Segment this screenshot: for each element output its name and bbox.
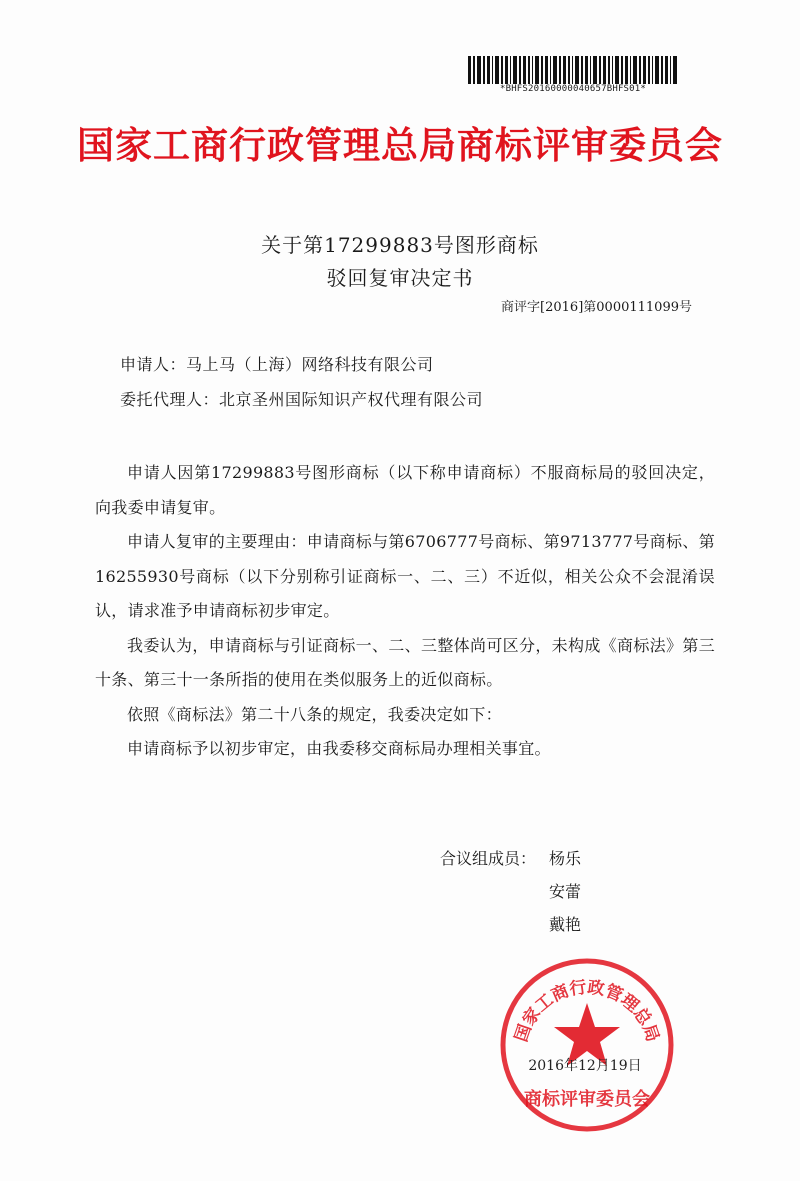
document-title-line1: 关于第17299883号图形商标 [261,233,539,257]
panel-label: 合议组成员： [440,849,537,868]
applicant-line: 申请人：马上马（上海）网络科技有限公司 [120,355,434,374]
paragraph: 申请人因第17299883号图形商标（以下称申请商标）不服商标局的驳回决定，向我委申请复审。 [95,463,715,517]
svg-text:商标评审委员会: 商标评审委员会 [524,1089,650,1110]
paragraph: 申请人复审的主要理由：申请商标与第6706777号商标、第9713777号商标、第16255930号商标（以下分别称引证商标一、二、三）不近似，相关公众不会混淆误认，请求准予申请商标初步审定。 [95,532,715,620]
panel-members [440,842,581,941]
panel-member: 戴艳 [549,915,582,934]
document-number: 商评字[2016]第0000111099号 [501,300,692,315]
decision-date: 2016年12月19日 [528,1058,642,1074]
paragraph: 申请商标予以初步审定，由我委移交商标局办理相关事宜。 [127,739,551,758]
decision-body [95,456,715,767]
panel-member: 杨乐 [549,849,582,868]
panel-member: 安蕾 [549,882,582,901]
document-title-line2: 驳回复审决定书 [326,266,474,290]
official-seal-icon [497,955,677,1135]
barcode-number: *BHFS20160000040657BHFS01* [499,84,647,94]
paragraph: 依照《商标法》第二十八条的规定，我委决定如下： [127,704,502,724]
agent-line: 委托代理人：北京圣州国际知识产权代理有限公司 [120,390,484,409]
paragraph: 我委认为，申请商标与引证商标一、二、三整体尚可区分，未构成《商标法》第三十条、第三十一条所指的使用在类似服务上的近似商标。 [95,635,715,689]
svg-text:国家工商行政管理总局: 国家工商行政管理总局 [511,977,663,1045]
letterhead-title: 国家工商行政管理总局商标评审委员会 [77,124,723,167]
barcode-icon [468,56,678,84]
